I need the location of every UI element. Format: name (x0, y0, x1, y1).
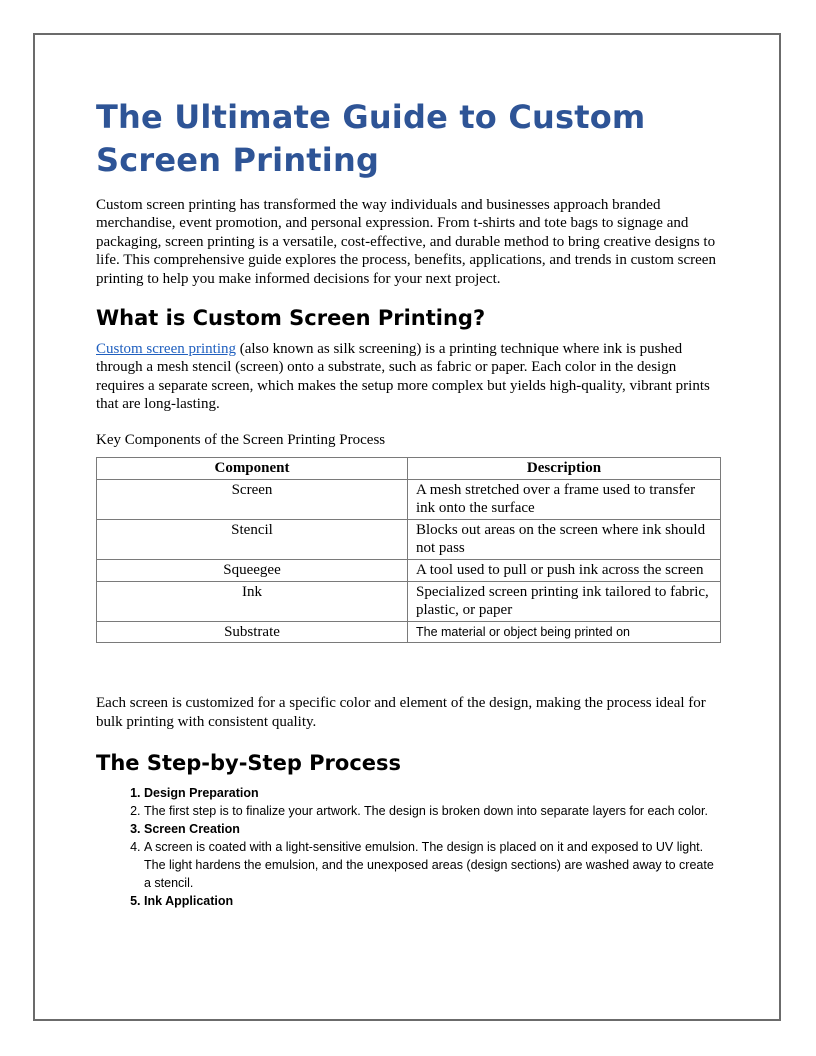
process-steps-list (96, 784, 720, 910)
component-cell: Ink (97, 581, 408, 621)
table-row (97, 560, 721, 582)
description-cell: The material or object being printed on (408, 621, 721, 643)
component-cell: Substrate (97, 621, 408, 643)
after-table-paragraph: Each screen is customized for a specific color and element of the design, making the process ideal for bulk printing with consistent quality. (96, 695, 706, 730)
definition-paragraph (96, 340, 720, 414)
intro-paragraph: Custom screen printing has transformed the way individuals and businesses approach branded merchandise, event promotion, and personal expression. From t-shirts and tote bags to signage and packaging, screen printing is a versatile, cost-effective, and durable method to bring creative designs to life. This comprehensive guide explores the process, benefits, applications, and trends in custom screen printing to help you make informed decisions for your next project. (96, 197, 716, 287)
list-item: 2. The first step is to finalize your artwork. The design is broken down into separate layers for each color. (144, 802, 720, 820)
description-cell: A mesh stretched over a frame used to transfer ink onto the surface (408, 479, 721, 519)
table-row (97, 581, 721, 621)
table-row (97, 519, 721, 559)
description-cell: A tool used to pull or push ink across the screen (408, 560, 721, 582)
components-table (96, 457, 721, 643)
component-cell: Squeegee (97, 560, 408, 582)
custom-screen-printing-link[interactable]: Custom screen printing (96, 341, 236, 358)
document-content (96, 96, 720, 910)
section-heading-process: The Step-by-Step Process (96, 751, 402, 776)
section-heading-what-is: What is Custom Screen Printing? (96, 306, 486, 331)
description-cell: Blocks out areas on the screen where ink should not pass (408, 519, 721, 559)
definition-text: (also known as silk screening) is a printing technique where ink is pushed through a mesh stencil (screen) onto a substrate, such as fabric or paper. Each color in the design requires a separate screen, which makes the setup more complex but yields high-quality, vibrant prints that are long-lasting. (96, 341, 710, 413)
table-header-row (97, 458, 721, 480)
list-item: 5. Ink Application (144, 892, 720, 910)
table-row (97, 621, 721, 643)
header-component: Component (97, 458, 408, 480)
table-row (97, 479, 721, 519)
component-cell: Screen (97, 479, 408, 519)
description-cell: Specialized screen printing ink tailored to fabric, plastic, or paper (408, 581, 721, 621)
header-description: Description (408, 458, 721, 480)
list-item: 4. A screen is coated with a light-sensitive emulsion. The design is placed on it and exposed to UV light. The light hardens the emulsion, and the unexposed areas (design sections) are washed away to create a stencil. (144, 838, 720, 892)
document-title: The Ultimate Guide to Custom Screen Printing (96, 98, 646, 179)
list-item: 1. Design Preparation (144, 784, 720, 802)
table-caption: Key Components of the Screen Printing Process (96, 431, 386, 448)
list-item: 3. Screen Creation (144, 820, 720, 838)
component-cell: Stencil (97, 519, 408, 559)
